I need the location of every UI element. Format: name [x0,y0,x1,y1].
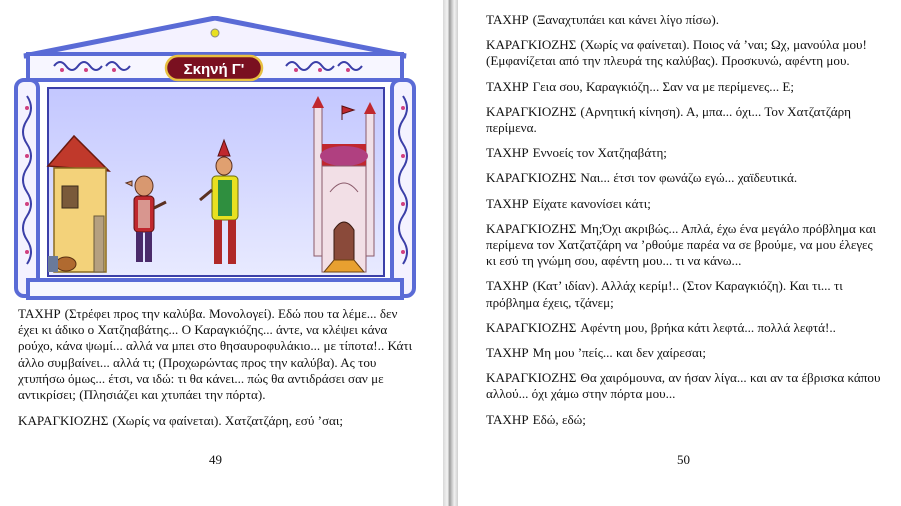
scene-title: Σκηνή Γ' [183,61,245,78]
speaker-name: ΤΑΧΗΡ [486,78,529,94]
dialogue-text: Γεια σου, Καραγκιόζη... Σαν να με περίμενες... Ε; [532,78,795,94]
dialogue-paragraph [486,412,886,428]
dialogue-text: Εννοείς τον Χατζηαβάτη; [532,145,667,161]
speaker-name: ΤΑΧΗΡ [486,345,529,361]
dialogue-text: Είχατε κανονίσει κάτι; [532,195,651,211]
speaker-name: ΚΑΡΑΓΚΙΟΖΗΣ [18,413,109,429]
dialogue-paragraph [486,79,886,95]
dialogue-paragraph [486,145,886,161]
speaker-name: ΤΑΧΗΡ [486,278,529,294]
speaker-name: ΚΑΡΑΓΚΙΟΖΗΣ [486,103,577,119]
speaker-name: ΤΑΧΗΡ [486,12,529,27]
dialogue-text: Θα χαιρόμουνα, αν ήσαν λίγα... και αν τα έβρισκα κάπου αλλού... όχι χάμω στην πόρτα μου... [486,370,881,402]
dialogue-paragraph [486,221,886,270]
dialogue-paragraph [18,413,420,429]
dialogue-text: (Αρνητική κίνηση). Α, μπα... όχι... Τον Χατζατζάρη περίμενα. [486,103,851,136]
dialogue-text: (Ξαναχτυπάει και κάνει λίγο πίσω). [532,12,719,27]
speaker-name: ΤΑΧΗΡ [486,145,529,161]
speaker-name: ΚΑΡΑΓΚΙΟΖΗΣ [486,37,577,53]
dialogue-text: (Κατ’ ιδίαν). Αλλάχ κερίμ!.. (Στον Καραγκιόζη). Και τι... τι πρόβλημα έχεις, τζάνεμ; [486,278,843,310]
right-page-text [486,12,886,437]
speaker-name: ΚΑΡΑΓΚΙΟΖΗΣ [486,170,577,186]
speaker-name: ΚΑΡΑΓΚΙΟΖΗΣ [486,319,577,335]
dialogue-paragraph [18,306,420,403]
dialogue-text: (Χωρίς να φαίνεται). Χατζατζάρη, εσύ ’σαι; [112,413,344,429]
dialogue-paragraph [486,370,886,402]
speaker-name: ΤΑΧΗΡ [486,195,529,211]
page-number: 50 [677,452,690,467]
dialogue-paragraph [486,37,886,69]
dialogue-text: (Χωρίς να φαίνεται). Ποιος νά ’ναι; Ωχ, μανούλα μου! (Εμφανίζεται από την πλευρά της καλύβας). Προσκυνώ, αφέντη μου. [486,37,867,69]
dialogue-paragraph [486,12,886,28]
dialogue-text: Ναι... έτσι τον φωνάζω εγώ... χαϊδευτικά. [580,170,798,186]
speaker-name: ΚΑΡΑΓΚΙΟΖΗΣ [486,220,577,236]
page-number: 49 [209,452,222,467]
dialogue-paragraph [486,345,886,361]
dialogue-text: Αφέντη μου, βρήκα κάτι λεφτά... πολλά λεφτά!.. [580,319,836,335]
dialogue-text: Μη μου ’πείς... και δεν χαίρεσαι; [532,345,706,361]
left-page [0,0,443,506]
karagiozis-stage-illustration [14,16,416,302]
dialogue-paragraph [486,196,886,212]
speaker-name: ΚΑΡΑΓΚΙΟΖΗΣ [486,370,577,386]
left-page-text [18,306,420,439]
dialogue-paragraph [486,278,886,310]
dialogue-paragraph [486,104,886,136]
dialogue-paragraph [486,170,886,186]
speaker-name: ΤΑΧΗΡ [486,411,529,427]
speaker-name: ΤΑΧΗΡ [18,306,61,321]
dialogue-paragraph [486,320,886,336]
dialogue-text: Εδώ, εδώ; [532,411,586,427]
right-page [458,0,901,506]
dialogue-text: (Στρέφει προς την καλύβα. Μονολογεί). Εδώ που τα λέμε... δεν έχει κι άδικο ο Χατζηαβάτης... Ο Καραγκιόζης... άντε, να κλέψει κάνα ρούχο, κάνα ψωμί... αλλά να μπει στο θησαυροφυλάκιο... με τίποτα!.. Κάτι άλλο συμβαίνει... αλλά τι; (Προχωρώντας προς την καλύβα). Ας του χτυπήσω όμως... έτσι, να ιδώ: τι θα κάνει... πώς θα αντιδράσει σαν με αντικρίσει; (Πλησιάζει και χτυπάει την πόρτα). [18,306,413,403]
dialogue-text: Μη;Όχι ακριβώς... Απλά, έχω ένα μεγάλο πρόβλημα και περίμενα τον Χατζατζάρη να ’ρθούμε παρέα να σε βρούμε, να μου έλεγες κι εσύ τη γνώμη σου, αφέντη μου... τι να κάνω... [486,220,877,269]
book-gutter [443,0,458,506]
